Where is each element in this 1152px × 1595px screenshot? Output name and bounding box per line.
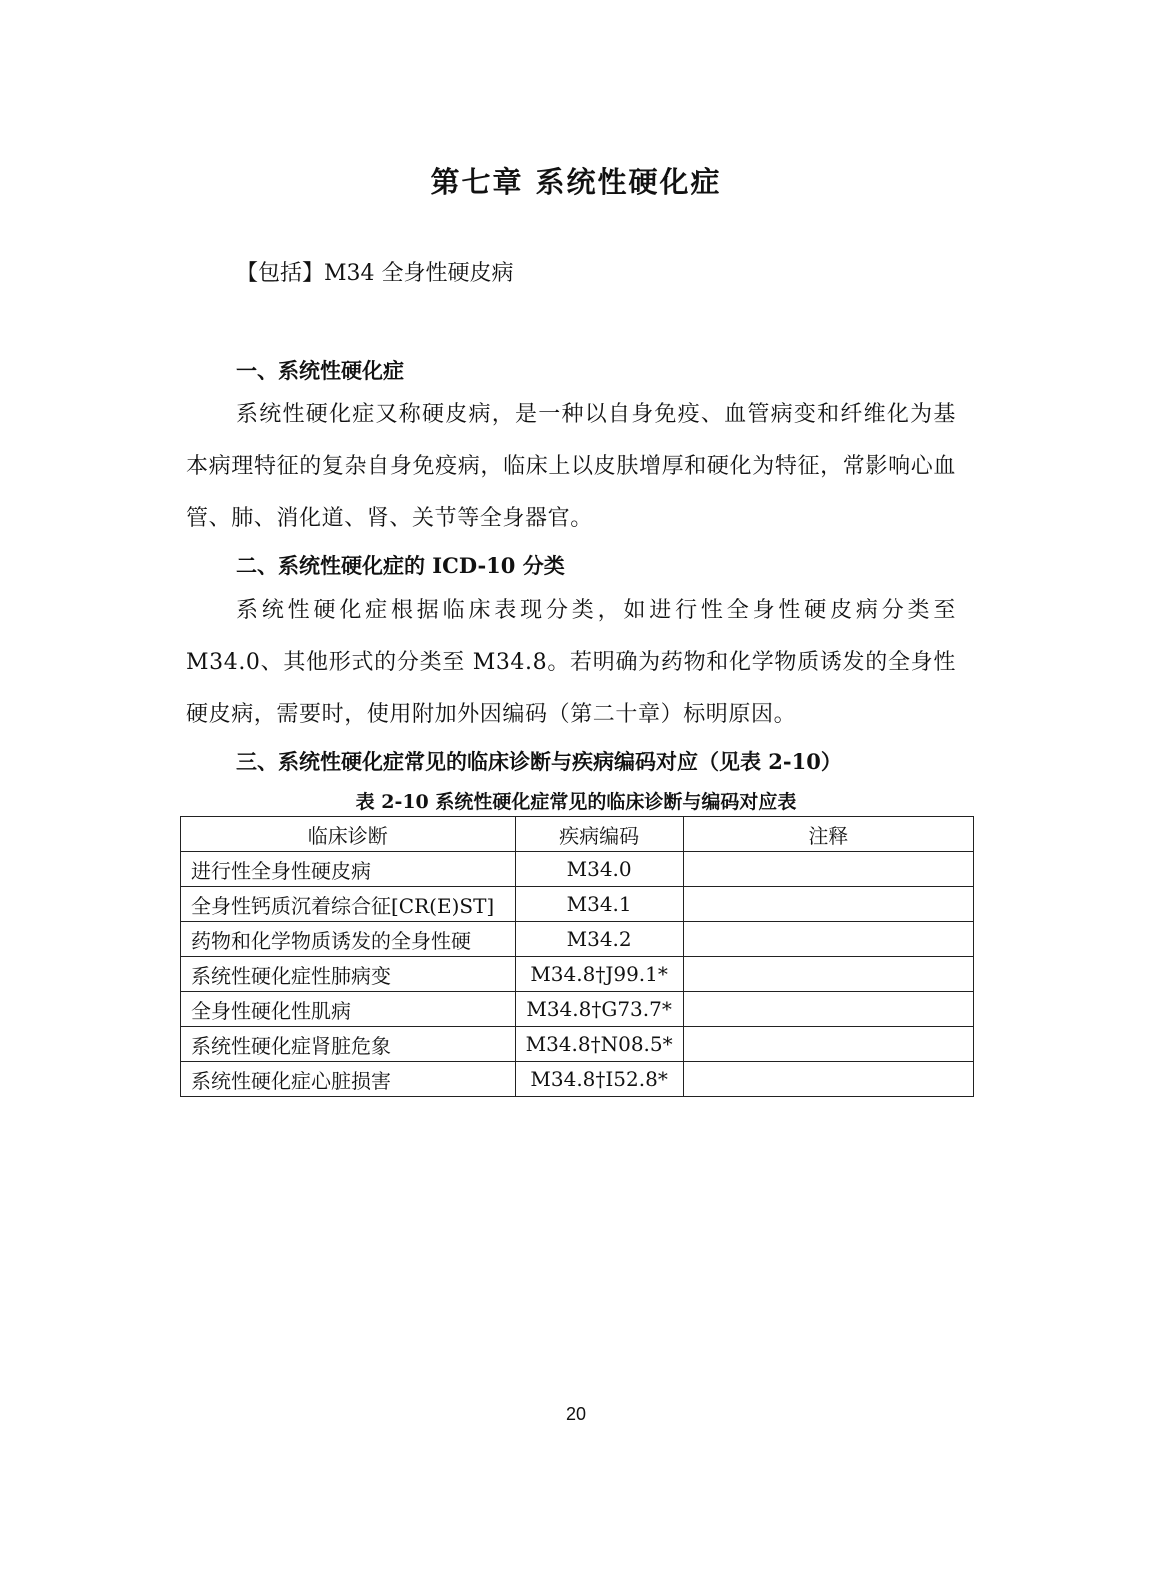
note-cell (683, 922, 973, 957)
section-heading-3: 三、系统性硬化症常见的临床诊断与疾病编码对应（见表 2-10） (236, 749, 842, 774)
code-cell: M34.0 (515, 852, 683, 887)
code-cell: M34.2 (515, 922, 683, 957)
section-heading-1: 一、系统性硬化症 (236, 358, 404, 383)
diagnosis-cell: 系统性硬化症肾脏危象 (181, 1027, 516, 1062)
table-row (181, 1062, 974, 1097)
section-heading-2: 二、系统性硬化症的 ICD-10 分类 (236, 553, 565, 578)
note-cell (683, 1062, 973, 1097)
diagnosis-cell: 药物和化学物质诱发的全身性硬 (181, 922, 516, 957)
diagnosis-cell: 系统性硬化症性肺病变 (181, 957, 516, 992)
header-disease-code: 疾病编码 (515, 817, 683, 852)
table-header-row (181, 817, 974, 852)
diagnosis-cell: 进行性全身性硬皮病 (181, 852, 516, 887)
table-row (181, 1027, 974, 1062)
diagnosis-code-table (180, 816, 974, 1097)
table-row (181, 957, 974, 992)
table-row (181, 887, 974, 922)
table-row (181, 852, 974, 887)
section-paragraph-1: 系统性硬化症又称硬皮病，是一种以自身免疫、血管病变和纤维化为基本病理特征的复杂自身免疫病，临床上以皮肤增厚和硬化为特征，常影响心血管、肺、消化道、肾、关节等全身器官。 (186, 402, 956, 531)
page-number: 20 (565, 1404, 587, 1424)
note-cell (683, 1027, 973, 1062)
header-clinical-diagnosis: 临床诊断 (181, 817, 516, 852)
diagnosis-cell: 全身性钙质沉着综合征[CR(E)ST] (181, 887, 516, 922)
diagnosis-cell: 全身性硬化性肌病 (181, 992, 516, 1027)
code-cell: M34.8†G73.7* (515, 992, 683, 1027)
diagnosis-cell: 系统性硬化症心脏损害 (181, 1062, 516, 1097)
header-notes: 注释 (683, 817, 973, 852)
code-cell: M34.8†N08.5* (515, 1027, 683, 1062)
table-row (181, 922, 974, 957)
includes-line: 【包括】M34 全身性硬皮病 (236, 261, 514, 286)
code-cell: M34.8†J99.1* (515, 957, 683, 992)
note-cell (683, 992, 973, 1027)
note-cell (683, 852, 973, 887)
code-cell: M34.1 (515, 887, 683, 922)
note-cell (683, 957, 973, 992)
code-cell: M34.8†I52.8* (515, 1062, 683, 1097)
note-cell (683, 887, 973, 922)
table-row (181, 992, 974, 1027)
chapter-title: 第七章 系统性硬化症 (430, 165, 722, 199)
section-paragraph-2: 系统性硬化症根据临床表现分类，如进行性全身性硬皮病分类至M34.0、其他形式的分类至 M34.8。若明确为药物和化学物质诱发的全身性硬皮病，需要时，使用附加外因编码（第二十章）标明原因。 (186, 598, 956, 727)
table-caption: 表 2-10 系统性硬化症常见的临床诊断与编码对应表 (355, 791, 797, 813)
